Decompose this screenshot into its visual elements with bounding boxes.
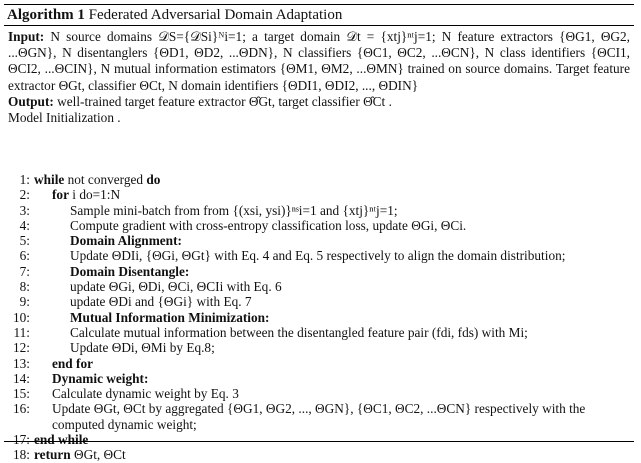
step-number: 8:: [19, 279, 30, 295]
algorithm-step: [4, 248, 634, 263]
step-number: 12:: [13, 340, 30, 356]
input-text: N source domains 𝒟S={𝒟Si}ᴺi=1; a target domain 𝒟t = {xtj}ⁿᵗj=1; N feature extractors {ΘG1, ΘG2, ...ΘGN}, N disentanglers {ΘD1, ΘD2, ...ΘDN}, N classifiers {ΘC1, ΘC2, ...ΘCN}, N class identifiers {ΘCI1, ΘCI2, ...ΘCIN}, N mutual information estimators {ΘM1, ΘM2, ...ΘMN} trained on source domains. Target feature extractor ΘGt, classifier ΘCt, N domain identifiers {ΘDI1, ΘDI2, ..., ΘDIN}: [8, 29, 630, 93]
step-number: 2:: [19, 187, 30, 203]
step-text: Update ΘDIi, {ΘGi, ΘGt} with Eq. 4 and Eq. 5 respectively to align the domain distribution;: [70, 248, 566, 264]
step-text: Domain Disentangle:: [70, 263, 190, 279]
step-text: Domain Alignment:: [70, 233, 182, 249]
step-number: 16:: [13, 401, 30, 417]
step-number: 15:: [13, 386, 30, 402]
algorithm-label: Algorithm 1: [7, 7, 85, 23]
algorithm-step: [4, 264, 634, 279]
algorithm-step: [4, 340, 634, 355]
step-text: for i do=1:N: [52, 187, 121, 203]
step-number: 10:: [13, 309, 30, 325]
step-text: Calculate mutual information between the disentangled feature pair (fdi, fds) with Mi;: [70, 324, 528, 340]
algorithm-step: [4, 386, 634, 401]
algorithm-name: Federated Adversarial Domain Adaptation: [88, 7, 343, 23]
algorithm-step: [4, 310, 634, 325]
step-text: while not converged do: [34, 172, 161, 187]
step-text: Mutual Information Minimization:: [70, 309, 270, 325]
step-number: 17:: [13, 432, 30, 448]
step-text: end while: [34, 432, 89, 448]
step-text: update ΘDi and {ΘGi} with Eq. 7: [70, 294, 252, 310]
algorithm-step: [4, 371, 634, 386]
step-text: Update ΘDi, ΘMi by Eq.8;: [70, 340, 215, 356]
step-text: Update ΘGt, ΘCt by aggregated {ΘG1, ΘG2, ..., ΘGN}, {ΘC1, ΘC2, ...ΘCN} respectively with the computed dynamic weight;: [52, 401, 586, 432]
algorithm-step: [4, 187, 634, 202]
bottom-rule: [4, 441, 634, 442]
step-number: 13:: [13, 355, 30, 371]
algorithm-step: [4, 401, 634, 432]
step-number: 5:: [19, 233, 30, 249]
algorithm-title: [7, 7, 342, 24]
algorithm-step: [4, 203, 634, 218]
title-rule: [4, 25, 634, 26]
step-number: 18:: [13, 447, 30, 463]
input-paragraph: [8, 29, 630, 94]
step-text: end for: [52, 355, 93, 371]
top-rule: [4, 4, 634, 5]
step-number: 7:: [19, 263, 30, 279]
algorithm-steps: [4, 172, 634, 463]
algorithm-step: [4, 447, 634, 462]
step-text: Dynamic weight:: [52, 370, 149, 386]
step-number: 6:: [19, 248, 30, 264]
algorithm-step: [4, 432, 634, 447]
step-number: 11:: [13, 324, 30, 340]
init-line: Model Initialization .: [8, 110, 121, 126]
algorithm-box: [4, 4, 634, 463]
algorithm-step: [4, 172, 634, 187]
algorithm-step: [4, 218, 634, 233]
algorithm-step: [4, 233, 634, 248]
step-number: 3:: [19, 202, 30, 218]
step-number: 14:: [13, 370, 30, 386]
output-paragraph: [8, 94, 630, 110]
output-text: well-trained target feature extractor Θ̂Gt, target classifier Θ̂Ct .: [57, 93, 392, 109]
algorithm-step: [4, 356, 634, 371]
algorithm-step: [4, 279, 634, 294]
step-number: 4:: [19, 217, 30, 233]
output-label: Output:: [8, 93, 54, 109]
step-text: Sample mini-batch from from {(xsi, ysi)}ⁿˢi=1 and {xtj}ⁿᵗj=1;: [70, 202, 398, 218]
step-number: 1:: [19, 172, 30, 187]
step-number: 9:: [19, 294, 30, 310]
step-text: return ΘGt, ΘCt: [34, 447, 126, 463]
input-output-block: [8, 29, 630, 126]
step-text: Compute gradient with cross-entropy classification loss, update ΘGi, ΘCi.: [70, 217, 467, 233]
step-text: update ΘGi, ΘDi, ΘCi, ΘCIi with Eq. 6: [70, 279, 282, 295]
algorithm-step: [4, 294, 634, 309]
input-label: Input:: [8, 29, 45, 44]
step-text: Calculate dynamic weight by Eq. 3: [52, 386, 239, 402]
algorithm-step: [4, 325, 634, 340]
